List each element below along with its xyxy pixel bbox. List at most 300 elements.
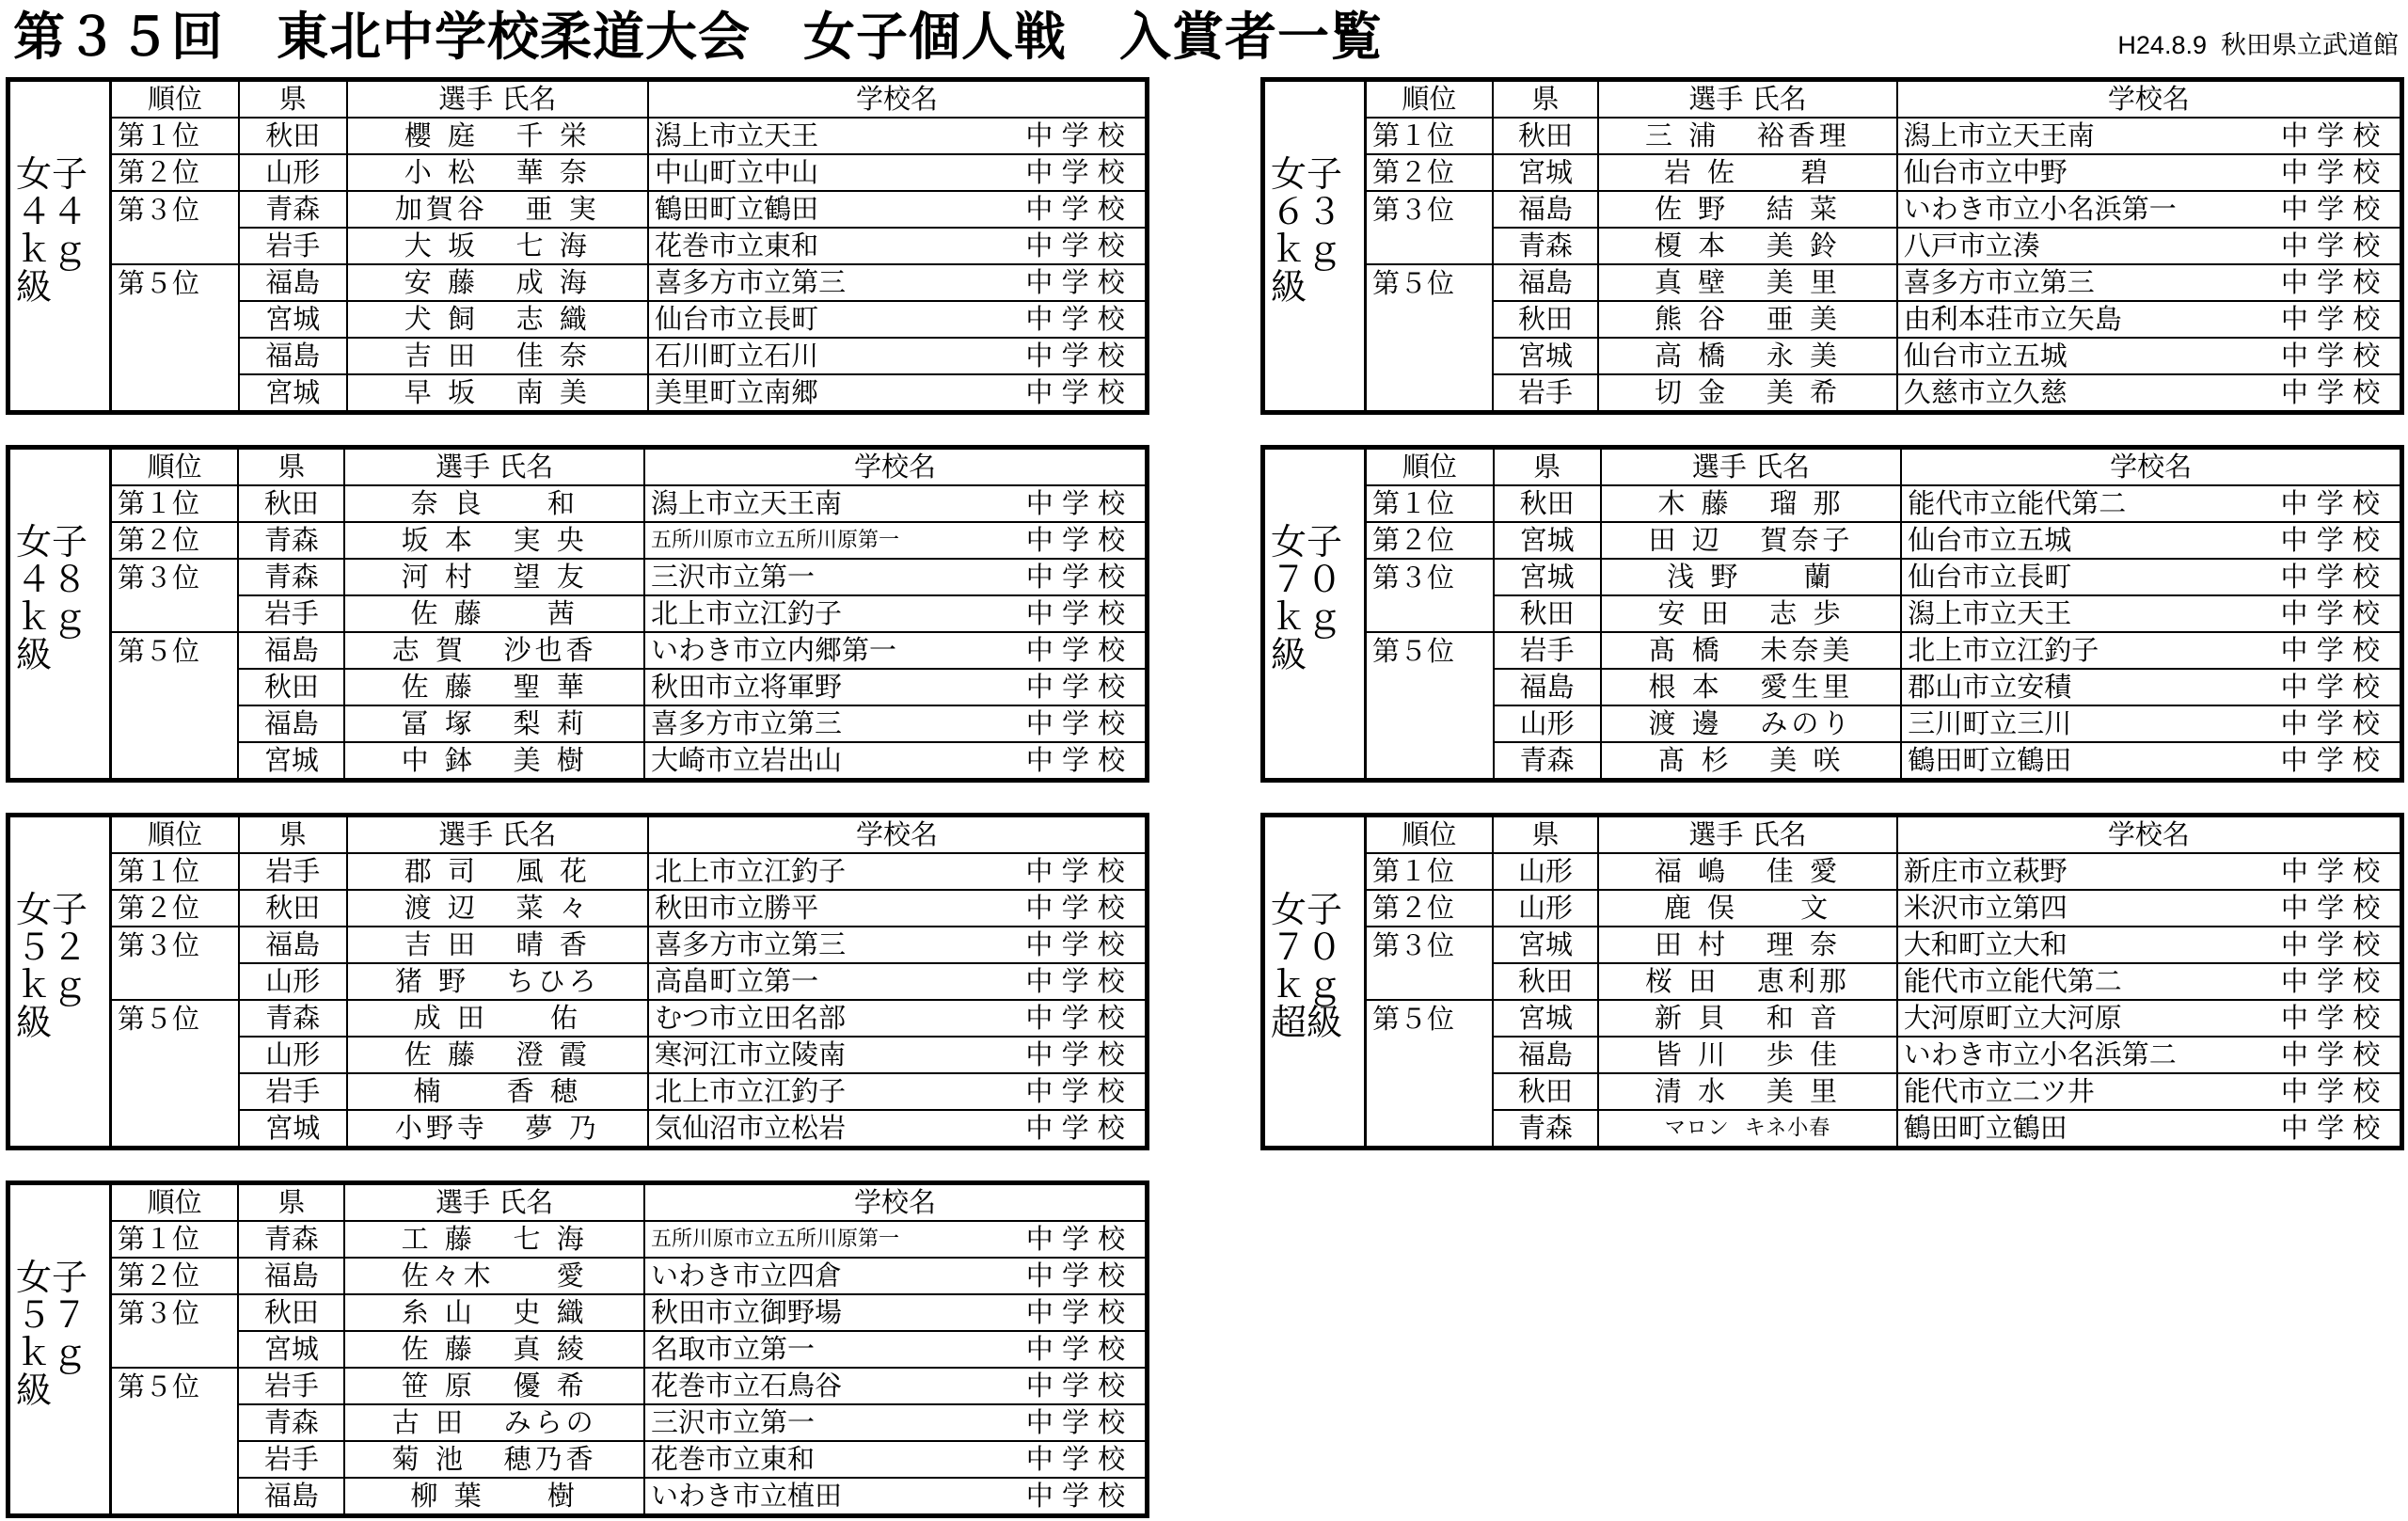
school-name-cell: 高畠町立第一 [648, 963, 1006, 1000]
school-level-cell: 中 学 校 [1006, 301, 1145, 338]
athlete-name-cell: 鹿 俣 文 [1598, 890, 1896, 927]
athlete-name-cell: 根 本 愛生里 [1601, 669, 1902, 705]
school-name-cell: 郡山市立安積 [1901, 669, 2260, 705]
rank-cell [1367, 742, 1494, 778]
school-name-cell: 五所川原市立五所川原第一 [644, 1221, 1006, 1258]
prefecture-cell: 岩手 [1493, 374, 1598, 410]
header-rank: 順位 [1367, 82, 1493, 118]
school-level-cell: 中 学 校 [1006, 154, 1145, 191]
school-name-cell: 鶴田町立鶴田 [1897, 1110, 2262, 1146]
school-level-cell: 中 学 校 [1006, 228, 1145, 264]
rank-cell: 第２位 [1367, 154, 1493, 191]
prefecture-cell: 岩手 [238, 595, 344, 632]
rank-cell: 第５位 [112, 1368, 238, 1404]
school-level-cell: 中 学 校 [2261, 595, 2400, 632]
header-school: 学校名 [1901, 450, 2400, 485]
header-rank: 順位 [1367, 450, 1494, 485]
rank-cell [112, 669, 238, 705]
rank-cell: 第５位 [1367, 1000, 1493, 1037]
school-name-cell: 石川町立石川 [648, 338, 1006, 374]
school-name-cell: 鶴田町立鶴田 [1901, 742, 2260, 778]
rank-cell: 第１位 [1367, 118, 1493, 154]
school-level-cell: 中 学 校 [1006, 1368, 1145, 1404]
header-rank: 順位 [112, 82, 239, 118]
rank-cell [112, 742, 238, 778]
rank-cell: 第３位 [112, 559, 238, 595]
school-level-cell: 中 学 校 [1006, 1000, 1145, 1037]
header-row [1367, 450, 2400, 485]
school-level-cell: 中 学 校 [1006, 705, 1145, 742]
school-name-cell: 能代市立能代第二 [1901, 485, 2260, 522]
school-level-cell: 中 学 校 [2261, 522, 2400, 559]
athlete-name-cell: 糸 山 史 織 [344, 1294, 644, 1331]
weight-class-table [6, 445, 1149, 783]
athlete-name-cell: 佐 藤 澄 霞 [347, 1037, 649, 1073]
weight-class-label: 女子 ７０ ｋｇ 超級 [1271, 889, 1343, 1043]
school-name-cell: 秋田市立将軍野 [644, 669, 1006, 705]
athlete-name-cell: 猪 野 ちひろ [347, 963, 649, 1000]
school-level-cell: 中 学 校 [1006, 742, 1145, 778]
school-name-cell: 大和町立大和 [1897, 927, 2262, 963]
school-name-cell: いわき市立内郷第一 [644, 632, 1006, 669]
table-row [1367, 118, 2400, 154]
school-name-cell: 美里町立南郷 [648, 374, 1006, 410]
school-name-cell: 由利本荘市立矢島 [1897, 301, 2262, 338]
weight-class-label: 女子 ５２ ｋｇ 級 [16, 889, 88, 1043]
table-row [1367, 522, 2400, 559]
school-name-cell: 能代市立二ツ井 [1897, 1073, 2262, 1110]
prefecture-cell: 福島 [1493, 1037, 1598, 1073]
rank-cell [112, 374, 239, 410]
table-row [1367, 705, 2400, 742]
rank-cell: 第３位 [1367, 559, 1494, 595]
table-row [112, 301, 1145, 338]
school-level-cell: 中 学 校 [1006, 191, 1145, 228]
table-row [112, 1368, 1145, 1404]
athlete-name-cell: 三 浦 裕香理 [1598, 118, 1896, 154]
prefecture-cell: 岩手 [239, 853, 346, 890]
school-name-cell: 中山町立中山 [648, 154, 1006, 191]
table-row [112, 742, 1145, 778]
school-level-cell: 中 学 校 [2261, 1000, 2400, 1037]
rank-cell: 第２位 [112, 154, 239, 191]
school-name-cell: 三沢市立第一 [644, 1404, 1006, 1441]
school-level-cell: 中 学 校 [1006, 1331, 1145, 1368]
athlete-name-cell: 皆 川 歩 佳 [1598, 1037, 1896, 1073]
school-level-cell: 中 学 校 [2261, 705, 2400, 742]
athlete-name-cell: 吉 田 晴 香 [347, 927, 649, 963]
school-name-cell: いわき市立四倉 [644, 1258, 1006, 1294]
school-name-cell: 仙台市立長町 [648, 301, 1006, 338]
athlete-name-cell: 志 賀 沙也香 [344, 632, 644, 669]
athlete-name-cell: 菊 池 穂乃香 [344, 1441, 644, 1478]
header-name: 選手 氏名 [1601, 450, 1902, 485]
athlete-name-cell: 中 鉢 美 樹 [344, 742, 644, 778]
prefecture-cell: 福島 [238, 1258, 344, 1294]
table-row [1367, 632, 2400, 669]
prefecture-cell: 青森 [238, 1404, 344, 1441]
athlete-name-cell: 髙 杉 美 咲 [1601, 742, 1902, 778]
school-name-cell: 能代市立能代第二 [1897, 963, 2262, 1000]
school-name-cell: 三川町立三川 [1901, 705, 2260, 742]
prefecture-cell: 福島 [238, 1478, 344, 1513]
table-row [1367, 742, 2400, 778]
table-row [112, 338, 1145, 374]
school-name-cell: 久慈市立久慈 [1897, 374, 2262, 410]
school-name-cell: 大河原町立大河原 [1897, 1000, 2262, 1037]
school-name-cell: 寒河江市立陵南 [648, 1037, 1006, 1073]
header-rank: 順位 [1367, 817, 1493, 853]
rank-cell [1367, 374, 1493, 410]
table-row [1367, 154, 2400, 191]
rank-cell: 第５位 [112, 632, 238, 669]
prefecture-cell: 青森 [1493, 1110, 1598, 1146]
athlete-name-cell: 佐 藤 聖 華 [344, 669, 644, 705]
table-row [1367, 669, 2400, 705]
header-rank: 順位 [112, 450, 238, 485]
weight-class-table [1260, 77, 2404, 415]
school-level-cell: 中 学 校 [1006, 559, 1145, 595]
weight-class-table [6, 77, 1149, 415]
athlete-name-cell: 古 田 みらの [344, 1404, 644, 1441]
prefecture-cell: 山形 [1493, 853, 1598, 890]
rank-cell [1367, 595, 1494, 632]
athlete-name-cell: 清 水 美 里 [1598, 1073, 1896, 1110]
school-name-cell: 潟上市立天王南 [644, 485, 1006, 522]
header-prefecture: 県 [238, 450, 344, 485]
prefecture-cell: 福島 [239, 927, 346, 963]
school-name-cell: 花巻市立東和 [648, 228, 1006, 264]
rank-cell [1367, 1037, 1493, 1073]
table-row [112, 1404, 1145, 1441]
prefecture-cell: 岩手 [239, 228, 346, 264]
athlete-name-cell: 切 金 美 希 [1598, 374, 1896, 410]
prefecture-cell: 秋田 [1494, 485, 1601, 522]
rank-cell: 第５位 [112, 1000, 239, 1037]
school-level-cell: 中 学 校 [1006, 338, 1145, 374]
school-level-cell: 中 学 校 [2261, 154, 2400, 191]
prefecture-cell: 福島 [1493, 264, 1598, 301]
school-level-cell: 中 学 校 [2261, 927, 2400, 963]
prefecture-cell: 山形 [1494, 705, 1601, 742]
table-row [112, 1331, 1145, 1368]
school-name-cell: 仙台市立五城 [1901, 522, 2260, 559]
table-row [112, 705, 1145, 742]
weight-class-cell [10, 450, 112, 778]
athlete-name-cell: 吉 田 佳 奈 [347, 338, 649, 374]
rank-cell [112, 338, 239, 374]
header-row [1367, 817, 2400, 853]
rank-cell: 第１位 [112, 1221, 238, 1258]
rank-cell [1367, 338, 1493, 374]
rank-cell: 第５位 [1367, 632, 1494, 669]
school-name-cell: 喜多方市立第三 [644, 705, 1006, 742]
prefecture-cell: 青森 [238, 1221, 344, 1258]
rank-cell: 第１位 [112, 118, 239, 154]
prefecture-cell: 秋田 [238, 485, 344, 522]
athlete-name-cell: 岩 佐 碧 [1598, 154, 1896, 191]
rank-cell: 第２位 [112, 1258, 238, 1294]
table-row [112, 890, 1145, 927]
school-name-cell: 北上市立江釣子 [648, 1073, 1006, 1110]
prefecture-cell: 宮城 [1493, 338, 1598, 374]
school-level-cell: 中 学 校 [2261, 264, 2400, 301]
prefecture-cell: 宮城 [1493, 1000, 1598, 1037]
prefecture-cell: 宮城 [1494, 559, 1601, 595]
school-level-cell: 中 学 校 [1006, 963, 1145, 1000]
rank-cell [112, 1331, 238, 1368]
school-name-cell: 仙台市立五城 [1897, 338, 2262, 374]
header-school: 学校名 [648, 817, 1145, 853]
prefecture-cell: 宮城 [239, 1110, 346, 1146]
rank-cell [1367, 301, 1493, 338]
results-table [1367, 450, 2400, 778]
weight-class-label: 女子 ４４ ｋｇ 級 [16, 153, 88, 308]
school-name-cell: 潟上市立天王南 [1897, 118, 2262, 154]
athlete-name-cell: 渡 辺 菜 々 [347, 890, 649, 927]
school-name-cell: 喜多方市立第三 [648, 927, 1006, 963]
results-table [112, 82, 1145, 410]
school-level-cell: 中 学 校 [2261, 374, 2400, 410]
school-name-cell: 仙台市立中野 [1897, 154, 2262, 191]
athlete-name-cell: 福 嶋 佳 愛 [1598, 853, 1896, 890]
school-level-cell: 中 学 校 [1006, 374, 1145, 410]
table-row [1367, 927, 2400, 963]
athlete-name-cell: 髙 橋 未奈美 [1601, 632, 1902, 669]
school-name-cell: いわき市立小名浜第二 [1897, 1037, 2262, 1073]
header-rank: 順位 [112, 817, 239, 853]
athlete-name-cell: 小 松 華 奈 [347, 154, 649, 191]
prefecture-cell: 宮城 [1493, 154, 1598, 191]
athlete-name-cell: 浅 野 蘭 [1601, 559, 1902, 595]
athlete-name-cell: 安 藤 成 海 [347, 264, 649, 301]
school-name-cell: 喜多方市立第三 [1897, 264, 2262, 301]
prefecture-cell: 秋田 [1494, 595, 1601, 632]
weight-class-cell [10, 82, 112, 410]
header-name: 選手 氏名 [347, 82, 649, 118]
school-level-cell: 中 学 校 [2261, 669, 2400, 705]
school-name-cell: 北上市立江釣子 [648, 853, 1006, 890]
results-table [112, 817, 1145, 1146]
school-level-cell: 中 学 校 [1006, 595, 1145, 632]
prefecture-cell: 宮城 [1493, 927, 1598, 963]
table-row [1367, 264, 2400, 301]
athlete-name-cell: 加賀谷 亜 実 [347, 191, 649, 228]
table-row [112, 485, 1145, 522]
school-name-cell: むつ市立田名部 [648, 1000, 1006, 1037]
athlete-name-cell: 笹 原 優 希 [344, 1368, 644, 1404]
athlete-name-cell: 冨 塚 梨 莉 [344, 705, 644, 742]
prefecture-cell: 宮城 [239, 374, 346, 410]
weight-class-table [1260, 813, 2404, 1150]
school-name-cell: 花巻市立石鳥谷 [644, 1368, 1006, 1404]
rank-cell [1367, 963, 1493, 1000]
weight-class-table [1260, 445, 2404, 783]
rank-cell [1367, 669, 1494, 705]
rank-cell: 第３位 [112, 191, 239, 228]
table-row [1367, 191, 2400, 228]
header-prefecture: 県 [238, 1185, 344, 1221]
athlete-name-cell: 柳 葉 樹 [344, 1478, 644, 1513]
school-name-cell: 潟上市立天王 [1901, 595, 2260, 632]
table-row [1367, 890, 2400, 927]
rank-cell: 第１位 [1367, 853, 1493, 890]
rank-cell: 第２位 [1367, 522, 1494, 559]
prefecture-cell: 秋田 [1493, 301, 1598, 338]
results-table [1367, 817, 2400, 1146]
table-row [1367, 1000, 2400, 1037]
athlete-name-cell: 成 田 佑 [347, 1000, 649, 1037]
rank-cell [112, 1073, 239, 1110]
athlete-name-cell: 木 藤 瑠 那 [1601, 485, 1902, 522]
prefecture-cell: 青森 [239, 1000, 346, 1037]
rank-cell [112, 1037, 239, 1073]
school-name-cell: 北上市立江釣子 [644, 595, 1006, 632]
athlete-name-cell: 榎 本 美 鈴 [1598, 228, 1896, 264]
school-level-cell: 中 学 校 [1006, 522, 1145, 559]
athlete-name-cell: 佐 藤 真 綾 [344, 1331, 644, 1368]
rank-cell [112, 1478, 238, 1513]
school-name-cell: 五所川原市立五所川原第一 [644, 522, 1006, 559]
table-row [112, 374, 1145, 410]
prefecture-cell: 山形 [239, 963, 346, 1000]
header-name: 選手 氏名 [347, 817, 649, 853]
rank-cell: 第３位 [1367, 191, 1493, 228]
rank-cell [112, 1404, 238, 1441]
table-row [112, 632, 1145, 669]
prefecture-cell: 福島 [1493, 191, 1598, 228]
school-level-cell: 中 学 校 [1006, 632, 1145, 669]
header-prefecture: 県 [1493, 82, 1598, 118]
table-row [112, 1294, 1145, 1331]
header-row [112, 1185, 1145, 1221]
header-name: 選手 氏名 [344, 450, 644, 485]
prefecture-cell: 秋田 [1493, 963, 1598, 1000]
table-row [112, 927, 1145, 963]
athlete-name-cell: 渡 邊 みのり [1601, 705, 1902, 742]
header-prefecture: 県 [1493, 817, 1598, 853]
weight-class-table [6, 1180, 1149, 1518]
prefecture-cell: 山形 [239, 1037, 346, 1073]
school-level-cell: 中 学 校 [2261, 890, 2400, 927]
school-level-cell: 中 学 校 [1006, 118, 1145, 154]
table-row [1367, 1073, 2400, 1110]
rank-cell: 第３位 [1367, 927, 1493, 963]
school-level-cell: 中 学 校 [2261, 338, 2400, 374]
prefecture-cell: 宮城 [239, 301, 346, 338]
prefecture-cell: 岩手 [238, 1441, 344, 1478]
header-prefecture: 県 [1494, 450, 1601, 485]
rank-cell [112, 228, 239, 264]
prefecture-cell: 宮城 [1494, 522, 1601, 559]
prefecture-cell: 青森 [1493, 228, 1598, 264]
athlete-name-cell: 奈 良 和 [344, 485, 644, 522]
header-school: 学校名 [1897, 817, 2400, 853]
table-row [112, 595, 1145, 632]
school-name-cell: 秋田市立勝平 [648, 890, 1006, 927]
prefecture-cell: 秋田 [1493, 118, 1598, 154]
athlete-name-cell: 佐々木 愛 [344, 1258, 644, 1294]
athlete-name-cell: 早 坂 南 美 [347, 374, 649, 410]
rank-cell: 第３位 [112, 927, 239, 963]
table-row [1367, 228, 2400, 264]
table-row [1367, 963, 2400, 1000]
school-level-cell: 中 学 校 [1006, 1478, 1145, 1513]
rank-cell [112, 1441, 238, 1478]
header-rank: 順位 [112, 1185, 238, 1221]
results-table [112, 1185, 1145, 1513]
school-level-cell: 中 学 校 [2261, 559, 2400, 595]
school-level-cell: 中 学 校 [2261, 1037, 2400, 1073]
table-row [112, 118, 1145, 154]
school-level-cell: 中 学 校 [2261, 742, 2400, 778]
rank-cell: 第１位 [1367, 485, 1494, 522]
table-row [1367, 853, 2400, 890]
weight-class-table [6, 813, 1149, 1150]
table-row [112, 963, 1145, 1000]
prefecture-cell: 宮城 [238, 1331, 344, 1368]
school-level-cell: 中 学 校 [1006, 1221, 1145, 1258]
school-level-cell: 中 学 校 [2261, 228, 2400, 264]
rank-cell [112, 705, 238, 742]
prefecture-cell: 岩手 [238, 1368, 344, 1404]
school-name-cell: いわき市立植田 [644, 1478, 1006, 1513]
school-name-cell: 名取市立第一 [644, 1331, 1006, 1368]
prefecture-cell: 山形 [239, 154, 346, 191]
athlete-name-cell: 熊 谷 亜 美 [1598, 301, 1896, 338]
prefecture-cell: 青森 [238, 559, 344, 595]
athlete-name-cell: 田 辺 賀奈子 [1601, 522, 1902, 559]
school-level-cell: 中 学 校 [1006, 927, 1145, 963]
school-level-cell: 中 学 校 [1006, 1404, 1145, 1441]
prefecture-cell: 福島 [238, 705, 344, 742]
rank-cell [1367, 228, 1493, 264]
header-name: 選手 氏名 [344, 1185, 644, 1221]
school-name-cell: 三沢市立第一 [644, 559, 1006, 595]
prefecture-cell: 秋田 [239, 890, 346, 927]
header-name: 選手 氏名 [1598, 82, 1896, 118]
table-row [112, 1221, 1145, 1258]
athlete-name-cell: 安 田 志 歩 [1601, 595, 1902, 632]
weight-class-label: 女子 ７０ ｋｇ 級 [1271, 521, 1343, 675]
header-school: 学校名 [1897, 82, 2400, 118]
athlete-name-cell: 田 村 理 奈 [1598, 927, 1896, 963]
school-level-cell: 中 学 校 [2261, 118, 2400, 154]
table-row [112, 559, 1145, 595]
school-name-cell: 北上市立江釣子 [1901, 632, 2260, 669]
table-row [112, 264, 1145, 301]
school-name-cell: 秋田市立御野場 [644, 1294, 1006, 1331]
weight-class-label: 女子 ５７ ｋｇ 級 [16, 1257, 88, 1411]
table-row [112, 1478, 1145, 1513]
prefecture-cell: 岩手 [1494, 632, 1601, 669]
prefecture-cell: 青森 [1494, 742, 1601, 778]
header-school: 学校名 [644, 1185, 1145, 1221]
athlete-name-cell: 河 村 望 友 [344, 559, 644, 595]
prefecture-cell: 宮城 [238, 742, 344, 778]
school-level-cell: 中 学 校 [1006, 264, 1145, 301]
school-level-cell: 中 学 校 [1006, 485, 1145, 522]
weight-class-cell [10, 1185, 112, 1513]
school-level-cell: 中 学 校 [2261, 853, 2400, 890]
table-row [112, 1000, 1145, 1037]
weight-class-cell [1265, 817, 1367, 1146]
table-row [112, 1110, 1145, 1146]
weight-class-cell [1265, 450, 1367, 778]
school-name-cell: 喜多方市立第三 [648, 264, 1006, 301]
weight-class-cell [1265, 82, 1367, 410]
athlete-name-cell: 小野寺 夢 乃 [347, 1110, 649, 1146]
